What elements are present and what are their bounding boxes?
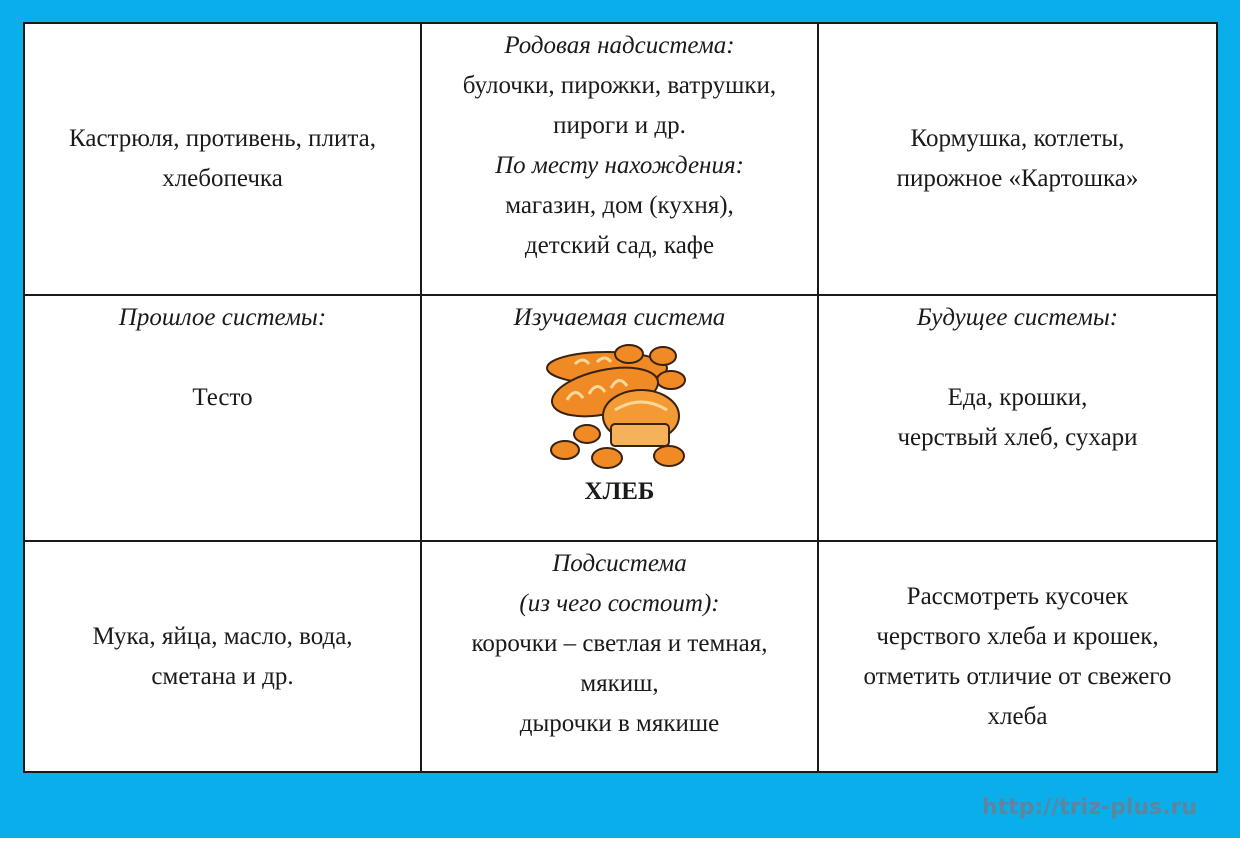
bottom-band <box>0 838 1240 845</box>
system-operator-table <box>23 22 1218 773</box>
cell-text: черствый хлеб, сухари <box>897 424 1138 451</box>
cell-subsystem <box>422 542 819 771</box>
cell-heading: Будущее системы: <box>916 304 1119 331</box>
cell-supersystem-past <box>25 24 422 296</box>
cell-supersystem <box>422 24 819 296</box>
cell-text: черствого хлеба и крошек, <box>876 622 1159 650</box>
cell-system-past <box>25 296 422 542</box>
cell-heading: Подсистема <box>552 550 687 577</box>
cell-text: булочки, пирожки, ватрушки, <box>462 72 777 99</box>
cell-text: магазин, дом (кухня), <box>505 192 734 219</box>
cell-subsystem-past <box>25 542 422 771</box>
cell-text: отметить отличие от свежего <box>863 662 1172 690</box>
system-label: ХЛЕБ <box>584 478 655 505</box>
cell-text: Тесто <box>192 384 253 411</box>
cell-text: сметана и др. <box>151 662 294 690</box>
cell-text: Рассмотреть кусочек <box>906 582 1129 610</box>
cell-heading: По месту нахождения: <box>495 152 744 179</box>
cell-text: дырочки в мякише <box>519 710 720 737</box>
cell-system <box>422 296 819 542</box>
cell-heading: Прошлое системы: <box>118 304 327 331</box>
cell-text: пирожное «Картошка» <box>896 165 1139 192</box>
cell-text: Мука, яйца, масло, вода, <box>92 622 353 650</box>
cell-heading: (из чего состоит): <box>519 590 720 617</box>
cell-text: детский сад, кафе <box>524 232 715 259</box>
cell-text: Кормушка, котлеты, <box>910 125 1125 152</box>
bread-icon <box>545 344 695 472</box>
cell-subsystem-future <box>819 542 1216 771</box>
cell-text: Еда, крошки, <box>947 384 1088 411</box>
cell-heading: Родовая надсистема: <box>504 32 735 59</box>
cell-text: корочки – светлая и темная, <box>471 630 768 657</box>
cell-heading: Изучаемая система <box>513 304 726 331</box>
cell-supersystem-future <box>819 24 1216 296</box>
cell-text: пироги и др. <box>553 112 686 139</box>
site-watermark: http://triz-plus.ru <box>982 795 1198 820</box>
cell-system-future <box>819 296 1216 542</box>
cell-text: хлеба <box>987 702 1048 730</box>
cell-text: Кастрюля, противень, плита, <box>69 125 376 152</box>
cell-text: мякиш, <box>580 670 659 697</box>
cell-text: хлебопечка <box>162 165 283 192</box>
